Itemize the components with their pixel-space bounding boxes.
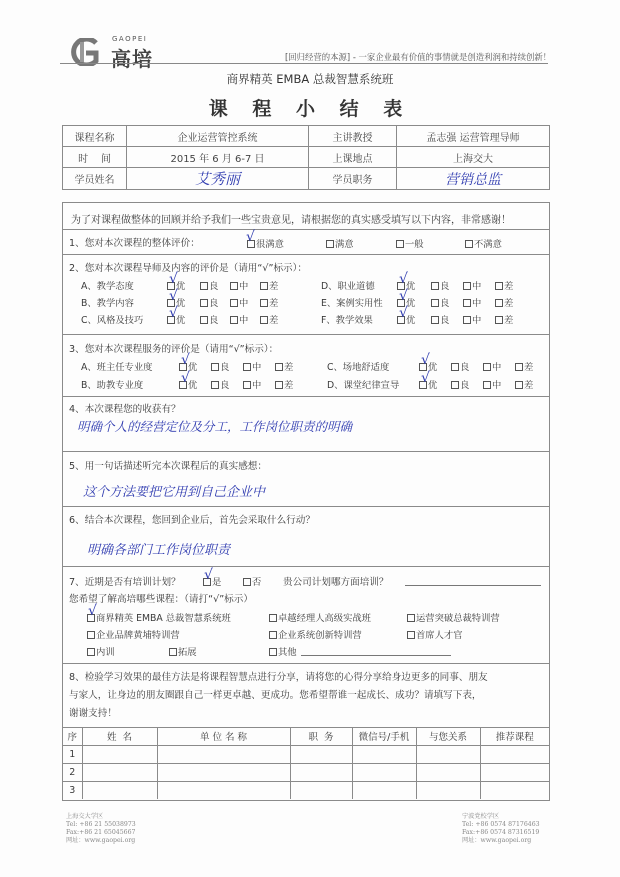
footer-right-tel: Tel: +86 0574 87176463: [462, 821, 540, 828]
checkbox[interactable]: [431, 282, 439, 290]
row-index: 3: [63, 781, 82, 799]
q8-text-line1: 8、检验学习效果的最佳方法是将课程智慧点进行分享，请将您的心得分享给身边更多的同事、朋友: [69, 672, 488, 683]
checkbox[interactable]: [451, 363, 459, 371]
header-company: 单 位 名 称: [157, 727, 290, 745]
divider: [63, 566, 549, 567]
referral-table-header: [63, 727, 549, 745]
checkbox[interactable]: [230, 282, 238, 290]
checkbox[interactable]: [200, 282, 208, 290]
footer-left-campus: 上海交大学区: [66, 813, 104, 820]
grade-excellent[interactable]: 优: [419, 359, 437, 373]
q1-option-unsatisfied[interactable]: 不满意: [465, 236, 502, 250]
grade-medium[interactable]: 中: [243, 377, 261, 391]
q4-text: 4、本次课程您的收获有？: [69, 404, 181, 415]
referral-table: [63, 727, 549, 799]
checkbox[interactable]: [230, 299, 238, 307]
table-cell[interactable]: [157, 781, 290, 799]
footer-right-campus: 宁波党校学区: [462, 813, 500, 820]
check-icon: √: [399, 305, 408, 321]
table-cell[interactable]: [290, 763, 352, 781]
table-cell[interactable]: [480, 781, 549, 799]
table-cell[interactable]: [352, 781, 416, 799]
other-input-line[interactable]: [301, 655, 451, 656]
course-name-value: 企业运营管控系统: [127, 126, 309, 147]
q7-yes-option[interactable]: 是: [203, 574, 221, 588]
grade-medium[interactable]: 中: [230, 295, 248, 309]
grade-good[interactable]: 良: [211, 359, 229, 373]
checkbox[interactable]: [260, 299, 268, 307]
grade-poor[interactable]: 差: [495, 312, 513, 326]
grade-good[interactable]: 良: [431, 278, 449, 292]
check-icon: √: [169, 271, 178, 287]
header-wechat: 微信号/手机: [352, 727, 416, 745]
grade-excellent[interactable]: 优: [167, 278, 185, 292]
position-value[interactable]: [397, 168, 550, 190]
q7-no-option[interactable]: 否: [243, 574, 261, 588]
checkbox[interactable]: [483, 363, 491, 371]
q5-text: 5、用一句话描述听完本次课程后的真实感想：: [69, 461, 267, 472]
check-icon: √: [169, 288, 178, 304]
course-option[interactable]: 企业系统创新特训营: [269, 627, 362, 641]
grade-excellent[interactable]: 优: [397, 295, 415, 309]
checkbox[interactable]: [495, 299, 503, 307]
gaopei-logo-icon: [66, 38, 102, 66]
checkbox[interactable]: [243, 363, 251, 371]
check-icon: √: [88, 603, 97, 619]
header-title: 职 务: [290, 727, 352, 745]
grade-medium[interactable]: 中: [230, 278, 248, 292]
grade-good[interactable]: 良: [431, 312, 449, 326]
divider: [63, 229, 549, 230]
table-cell[interactable]: [352, 745, 416, 763]
q3-row-c-label: C、场地舒适度: [327, 362, 390, 373]
q8-text-line2: 与家人，让身边的朋友圈跟自己一样更卓越、更成功。您希望帮谁一起成长、成功？请填写下表，: [69, 690, 482, 701]
grade-poor[interactable]: 差: [275, 359, 293, 373]
position-handwriting: 营销总监: [445, 171, 501, 188]
student-name-handwriting: 艾秀丽: [194, 170, 240, 188]
logo-cn: 高培: [111, 47, 153, 71]
grade-poor[interactable]: 差: [495, 278, 513, 292]
footer-left: [66, 813, 136, 845]
grade-excellent[interactable]: 优: [179, 377, 197, 391]
table-cell[interactable]: [480, 763, 549, 781]
grade-poor[interactable]: 差: [495, 295, 513, 309]
footer-right-web[interactable]: 网址：www.gaopei.org: [462, 837, 532, 844]
q7-plan-input-line[interactable]: [405, 585, 541, 586]
survey-box: [62, 202, 550, 801]
course-info-table: [62, 125, 550, 190]
row-index: 1: [63, 745, 82, 763]
table-cell[interactable]: [82, 781, 157, 799]
header-divider: [60, 63, 548, 64]
check-icon: √: [181, 370, 190, 386]
grade-poor[interactable]: 差: [515, 359, 533, 373]
grade-excellent[interactable]: 优: [397, 312, 415, 326]
checkbox[interactable]: [87, 631, 95, 639]
lecturer-value: 孟志强 运营管理导师: [397, 126, 550, 147]
q7-want-text: 您希望了解高培哪些课程：（请打“√”标示）: [69, 594, 253, 605]
logo-en: GAOPEI: [112, 35, 148, 43]
checkbox[interactable]: [275, 363, 283, 371]
q6-answer-handwriting[interactable]: 明确各部门工作岗位职责: [87, 543, 231, 558]
q1-text: 1、您对本次课程的整体评价：: [69, 238, 200, 249]
grade-excellent[interactable]: 优: [179, 359, 197, 373]
checkbox[interactable]: [463, 316, 471, 324]
row-index: 2: [63, 763, 82, 781]
checkbox[interactable]: [275, 381, 283, 389]
checkbox[interactable]: [211, 381, 219, 389]
check-icon: √: [399, 288, 408, 304]
table-row: [63, 745, 549, 763]
grade-medium[interactable]: 中: [463, 295, 481, 309]
checkbox[interactable]: [269, 648, 277, 656]
footer-right: [462, 813, 540, 845]
grade-poor[interactable]: 差: [260, 278, 278, 292]
divider: [63, 451, 549, 452]
time-label: 时 间: [63, 147, 127, 168]
q4-answer-handwriting[interactable]: 明确个人的经营定位及分工，工作岗位职责的明确: [77, 419, 353, 434]
grade-medium[interactable]: 中: [243, 359, 261, 373]
grade-excellent[interactable]: 优: [419, 377, 437, 391]
slogan: [回归经营的本源] - 一家企业最有价值的事情就是创造利润和持续创新！: [285, 52, 552, 62]
checkbox[interactable]: [200, 299, 208, 307]
table-cell[interactable]: [290, 781, 352, 799]
grade-excellent[interactable]: 优: [167, 295, 185, 309]
course-option-other[interactable]: 其他: [269, 644, 297, 658]
table-cell[interactable]: [157, 745, 290, 763]
q3-row-d-label: D、课堂纪律宣导: [327, 380, 400, 391]
grade-medium[interactable]: 中: [463, 278, 481, 292]
checkbox[interactable]: [515, 381, 523, 389]
check-icon: √: [169, 305, 178, 321]
q3-row-b-label: B、助教专业度: [81, 380, 144, 391]
lecturer-label: 主讲教授: [309, 126, 397, 147]
q2-row-d-label: D、职业道德: [321, 281, 375, 292]
checkbox[interactable]: [495, 316, 503, 324]
student-name-value[interactable]: [127, 168, 309, 190]
q1-option-average[interactable]: 一般: [396, 236, 424, 250]
checkbox[interactable]: [243, 381, 251, 389]
check-icon: √: [421, 370, 430, 386]
q3-text: 3、您对本次课程服务的评价是（请用“√”标示）：: [69, 344, 279, 355]
checkbox[interactable]: [396, 240, 404, 248]
q1-option-very-satisfied[interactable]: 很满意: [247, 236, 284, 250]
grade-poor[interactable]: 差: [275, 377, 293, 391]
grade-medium[interactable]: 中: [483, 377, 501, 391]
check-icon: √: [181, 352, 190, 368]
location-label: 上课地点: [309, 147, 397, 168]
checkbox[interactable]: [230, 316, 238, 324]
q1-option-satisfied[interactable]: 满意: [326, 236, 354, 250]
checkbox[interactable]: [431, 299, 439, 307]
q2-row-c-label: C、风格及技巧: [81, 315, 144, 326]
divider: [63, 254, 549, 255]
grade-good[interactable]: 良: [200, 295, 218, 309]
survey-intro: 为了对课程做整体的回顾并给予我们一些宝贵意见，请根据您的真实感受填写以下内容，非常感谢！: [71, 215, 511, 226]
grade-excellent[interactable]: 优: [397, 278, 415, 292]
grade-medium[interactable]: 中: [483, 359, 501, 373]
grade-poor[interactable]: 差: [260, 295, 278, 309]
grade-good[interactable]: 良: [451, 377, 469, 391]
checkbox[interactable]: [169, 648, 177, 656]
footer-left-web[interactable]: 网址：www.gaopei.org: [66, 837, 136, 844]
divider: [63, 506, 549, 507]
checkbox[interactable]: [260, 282, 268, 290]
course-option[interactable]: 拓展: [169, 644, 197, 658]
checkbox[interactable]: [87, 648, 95, 656]
grade-good[interactable]: 良: [451, 359, 469, 373]
program-title: 商界精英 EMBA 总裁智慧系统班: [226, 72, 394, 86]
grade-poor[interactable]: 差: [515, 377, 533, 391]
table-cell[interactable]: [416, 745, 480, 763]
check-icon: √: [399, 271, 408, 287]
grade-excellent[interactable]: 优: [167, 312, 185, 326]
course-option[interactable]: 卓越经理人高级实战班: [269, 610, 371, 624]
q8-text-line3: 谢谢支持！: [69, 708, 117, 719]
q3-row-a-label: A、班主任专业度: [81, 362, 153, 373]
course-option[interactable]: 内训: [87, 644, 115, 658]
divider: [63, 663, 549, 664]
check-icon: √: [421, 352, 430, 368]
checkbox[interactable]: [200, 316, 208, 324]
checkbox[interactable]: [483, 381, 491, 389]
table-row: [63, 781, 549, 799]
course-option[interactable]: 商界精英 EMBA 总裁智慧系统班: [87, 610, 231, 624]
q2-row-b-label: B、教学内容: [81, 298, 134, 309]
checkbox[interactable]: [515, 363, 523, 371]
q2-text: 2、您对本次课程导师及内容的评价是（请用“√”标示）：: [69, 263, 308, 274]
header-index: 序: [63, 727, 82, 745]
form-title: 课 程 小 结 表: [208, 98, 412, 120]
check-icon: √: [204, 567, 213, 583]
footer-right-fax: Fax:+86 0574 87316519: [462, 829, 540, 836]
q5-answer-handwriting[interactable]: 这个方法要把它用到自己企业中: [83, 485, 266, 500]
checkbox[interactable]: [269, 631, 277, 639]
divider: [63, 396, 549, 397]
grade-good[interactable]: 良: [431, 295, 449, 309]
grade-good[interactable]: 良: [200, 278, 218, 292]
checkbox[interactable]: [326, 240, 334, 248]
checkbox[interactable]: [243, 578, 251, 586]
table-cell[interactable]: [290, 745, 352, 763]
table-cell[interactable]: [157, 763, 290, 781]
header-relation: 与您关系: [416, 727, 480, 745]
q2-row-a-label: A、教学态度: [81, 281, 134, 292]
checkbox[interactable]: [465, 240, 473, 248]
q6-text: 6、结合本次课程，您回到企业后，首先会采取什么行动？: [69, 515, 315, 526]
course-option[interactable]: 运营突破总裁特训营: [407, 610, 500, 624]
checkbox[interactable]: [407, 614, 415, 622]
q7-text: 7、近期是否有培训计划？: [69, 577, 181, 588]
table-cell[interactable]: [82, 763, 157, 781]
course-option[interactable]: 企业品牌黄埔特训营: [87, 627, 180, 641]
footer-left-tel: Tel: +86 21 55038973: [66, 821, 136, 828]
table-cell[interactable]: [82, 745, 157, 763]
header-course: 推荐课程: [480, 727, 549, 745]
course-option[interactable]: 首席人才官: [407, 627, 463, 641]
checkbox[interactable]: [451, 381, 459, 389]
grade-good[interactable]: 良: [211, 377, 229, 391]
checkbox[interactable]: [495, 282, 503, 290]
q7-plan-prompt: 贵公司计划哪方面培训？: [283, 577, 389, 588]
table-cell[interactable]: [352, 763, 416, 781]
checkbox[interactable]: [211, 363, 219, 371]
grade-medium[interactable]: 中: [463, 312, 481, 326]
checkbox[interactable]: [260, 316, 268, 324]
checkbox[interactable]: [463, 299, 471, 307]
check-icon: √: [246, 229, 255, 245]
header-name: 姓 名: [82, 727, 157, 745]
table-cell[interactable]: [480, 745, 549, 763]
footer-left-fax: Fax:+86 21 65045667: [66, 829, 136, 836]
divider: [63, 334, 549, 335]
q2-row-f-label: F、教学效果: [321, 315, 373, 326]
time-value: 2015 年 6 月 6-7 日: [127, 147, 309, 168]
grade-good[interactable]: 良: [200, 312, 218, 326]
checkbox[interactable]: [431, 316, 439, 324]
course-name-label: 课程名称: [63, 126, 127, 147]
table-row: [63, 763, 549, 781]
checkbox[interactable]: [407, 631, 415, 639]
checkbox[interactable]: [269, 614, 277, 622]
position-label: 学员职务: [309, 168, 397, 190]
student-name-label: 学员姓名: [63, 168, 127, 190]
q2-row-e-label: E、案例实用性: [321, 298, 383, 309]
grade-medium[interactable]: 中: [230, 312, 248, 326]
table-cell[interactable]: [416, 763, 480, 781]
checkbox[interactable]: [463, 282, 471, 290]
grade-poor[interactable]: 差: [260, 312, 278, 326]
table-cell[interactable]: [416, 781, 480, 799]
location-value: 上海交大: [397, 147, 550, 168]
